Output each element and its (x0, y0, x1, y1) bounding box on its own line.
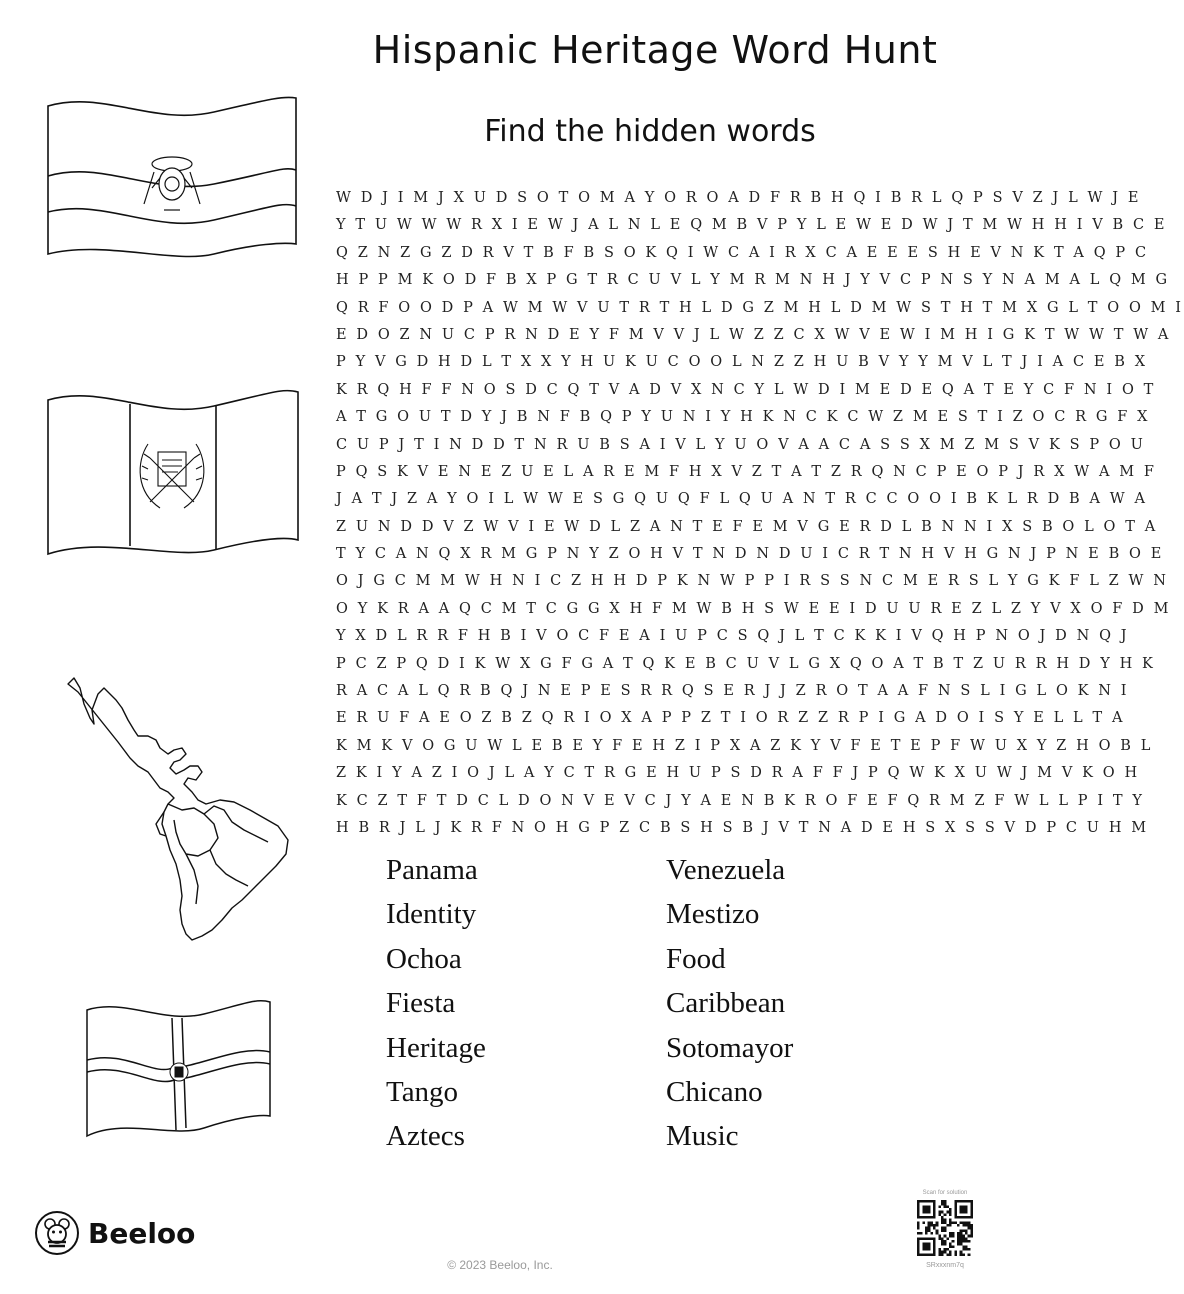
word-item: Tango (386, 1075, 459, 1108)
grid-row: K C Z T F T D C L D O N V E V C J Y A E N B K R O F E F Q R M Z F W L L P I T Y (336, 792, 1145, 809)
grid-row: E R U F A E O Z B Z Q R I O X A P P Z T I O R Z Z R P I G A D O I S Y E L L T A (336, 710, 1126, 727)
grid-row: W D J I M J X U D S O T O M A Y O R O A D F R B H Q I B R L Q P S V Z J L W J E (336, 190, 1142, 206)
copyright-text: © 2023 Beeloo, Inc. (447, 1258, 553, 1272)
grid-row: E D O Z N U C P R N D E Y F M V V J L W Z Z C X W V E W I M H I G K T W W T W A (336, 326, 1171, 343)
word-item: Mestizo (666, 898, 760, 931)
word-item: Sotomayor (666, 1031, 794, 1064)
word-item: Heritage (386, 1031, 486, 1064)
grid-row: K R Q H F F N O S D C Q T V A D V X N C Y L W D I M E D E Q A T E Y C F N I O T (336, 381, 1156, 398)
grid-row: H P P M K O D F B X P G T R C U V L Y M R M N H J Y V C P N S Y N A M A L Q M G (336, 272, 1170, 289)
brand-name: Beeloo (88, 1216, 196, 1250)
guatemala-flag-icon (44, 384, 302, 564)
ecuador-flag-icon (44, 92, 300, 262)
grid-row: Q R F O O D P A W M W V U T R T H L D G Z M H L D M W S T H T M X G L T O O M I (336, 299, 1184, 316)
page-subtitle: Find the hidden words (484, 114, 816, 149)
grid-row: Z K I Y A Z I O J L A Y C T R G E H U P S D R A F F J P Q W K X U W J M V K O H (336, 765, 1140, 782)
grid-row: O Y K R A A Q C M T C G G X H F M W B H S W E E I D U U R E Z L Z Y V X O F D M (336, 600, 1172, 617)
qr-section (912, 1190, 978, 1269)
brand-logo[interactable] (34, 1210, 195, 1256)
grid-row: C U P J T I N D D T N R U B S A I V L Y U O V A A C A S S X M Z M S V K S P O U (336, 436, 1146, 453)
grid-row: O J G C M M W H N I C Z H H D P K N W P P I R S S N C M E R S L Y G K F L Z W N (336, 573, 1169, 590)
word-item: Food (666, 942, 726, 975)
word-item: Aztecs (386, 1120, 465, 1153)
grid-row: Y T U W W W R X I E W J A L N L E Q M B V P Y L E W E D W J T M W H H I V B C E (336, 217, 1168, 234)
grid-row: T Y C A N Q X R M G P N Y Z O H V T N D N D U I C R T N H V H G N J P N E B O E (336, 546, 1164, 563)
word-item: Music (666, 1120, 739, 1153)
word-item: Fiesta (386, 987, 456, 1020)
bee-logo-icon (34, 1210, 80, 1256)
grid-row: P C Z P Q D I K W X G F G A T Q K E B C U V L G X Q O A T B T Z U R R H D Y H K (336, 655, 1156, 672)
word-item: Caribbean (666, 987, 786, 1020)
qr-label: Scan for solution (922, 1190, 968, 1196)
grid-row: Z U N D D V Z W V I E W D L Z A N T E F E M V G E R D L B N N I X S B O L O T A (336, 518, 1158, 535)
grid-row: K M K V O G U W L E B E Y F E H Z I P X A Z K Y V F E T E P F W U X Y Z H O B L (336, 737, 1153, 754)
grid-row: P Y V G D H D L T X X Y H U K U C O O L N Z Z H U B V Y Y M V L T J I A C E B X (336, 354, 1148, 371)
qr-code-text: SRxxxnm7q (926, 1262, 964, 1269)
word-search-grid (336, 185, 1184, 842)
dominican-flag-icon (84, 996, 274, 1148)
page-title: Hispanic Heritage Word Hunt (372, 28, 938, 72)
grid-row: H B R J L J K R F N O H G P Z C B S H S B J V T N A D E H S X S S V D P C U H M (336, 819, 1149, 836)
grid-row: Y X D L R R F H B I V O C F E A I U P C S Q J L T C K K I V Q H P N O J D N Q J (336, 628, 1130, 645)
grid-row: R A C A L Q R B Q J N E P E S R R Q S E R J J Z R O T A A F N S L I G L O K N I (336, 683, 1130, 700)
grid-row: P Q S K V E N E Z U E L A R E M F H X V Z T A T Z R Q N C P E O P J R X W A M F (336, 463, 1157, 480)
grid-row: J A T J Z A Y O I L W W E S G Q U Q F L Q U A N T R C C O O I B K L R D B A W A (336, 491, 1148, 508)
word-item: Venezuela (666, 854, 786, 886)
word-item: Identity (386, 898, 477, 931)
grid-row: Q Z N Z G Z D R V T B F B S O K Q I W C A I R X C A E E E S H E V N K T A Q P C (336, 244, 1149, 261)
latin-america-map-icon (64, 674, 296, 944)
word-item: Panama (386, 854, 478, 886)
word-item: Chicano (666, 1075, 763, 1108)
word-item: Ochoa (386, 942, 462, 975)
word-list (386, 850, 946, 1158)
grid-row: A T G O U T D Y J B N F B Q P Y U N I Y H K N C K C W Z M E S T I Z O C R G F X (336, 409, 1151, 426)
qr-code-icon[interactable] (917, 1200, 973, 1256)
